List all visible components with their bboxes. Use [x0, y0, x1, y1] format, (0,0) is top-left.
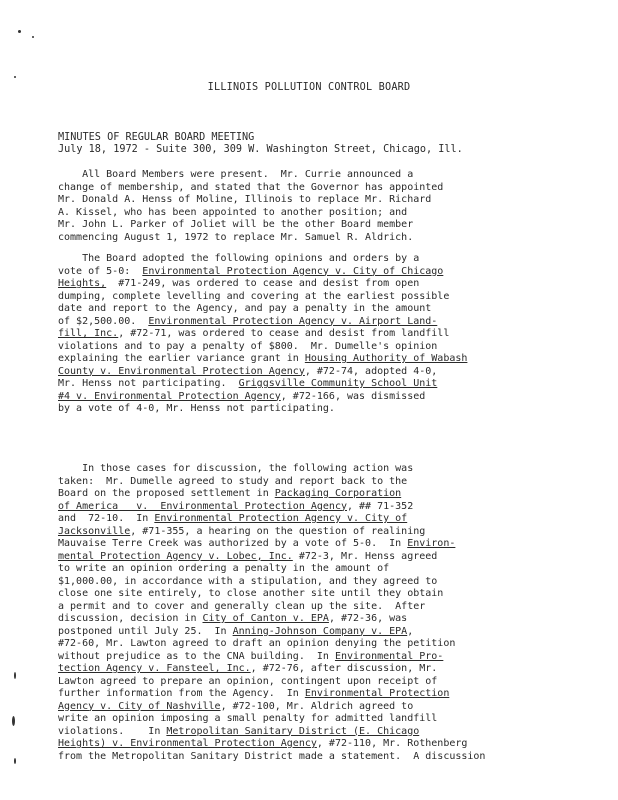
- underlined-case-name: Griggsville Community School Unit: [238, 378, 438, 389]
- text-line: [58, 232, 578, 245]
- text-line: [58, 563, 578, 576]
- scan-speck: [14, 758, 16, 764]
- underlined-case-name: Metropolitan Sanitary District (E. Chicago: [166, 725, 420, 737]
- text-run: , #72-71, was ordered to cease and desist from landfill: [118, 328, 450, 339]
- text-run: The Board adopted the following opinions and orders by a: [58, 253, 420, 264]
- text-line: [58, 676, 578, 689]
- text-line: [58, 663, 578, 676]
- text-run: A. Kissel, who has been appointed to another position; and: [58, 206, 408, 218]
- text-line: [58, 651, 578, 664]
- underlined-case-name: Environ-: [407, 538, 456, 549]
- text-line: [58, 488, 578, 501]
- minutes-heading: [58, 132, 463, 157]
- underlined-case-name: City of Canton v. EPA: [202, 613, 329, 624]
- text-line: [58, 713, 578, 726]
- scan-speck: [12, 716, 15, 726]
- text-line: [58, 576, 578, 589]
- text-line: [58, 182, 578, 195]
- text-line: [58, 501, 578, 514]
- text-run: from the Metropolitan Sanitary District made a statement. A discussion: [58, 750, 486, 762]
- text-run: to write an opinion ordering a penalty in the amount of: [58, 563, 390, 574]
- underlined-case-name: Heights,: [58, 278, 107, 289]
- text-run: , #72-166, was dismissed: [280, 390, 426, 402]
- text-line: [58, 726, 578, 739]
- text-line: [58, 588, 578, 601]
- minutes-date-location-line: July 18, 1972 - Suite 300, 309 W. Washington Street, Chicago, Ill.: [58, 144, 463, 156]
- underlined-case-name: Jacksonville: [58, 525, 131, 537]
- text-line: [58, 638, 578, 651]
- text-line: [58, 738, 578, 751]
- minutes-title-line: MINUTES OF REGULAR BOARD MEETING: [58, 132, 255, 143]
- text-run: a permit and to cover and generally clean up the site. After: [58, 600, 426, 612]
- underlined-case-name: of America v. Environmental Protection Agency: [58, 500, 347, 512]
- text-line: [58, 526, 578, 539]
- text-run: write an opinion imposing a small penalty for admitted landfill: [58, 713, 438, 724]
- text-run: , #72-100, Mr. Aldrich agreed to: [220, 700, 414, 712]
- text-line: [58, 291, 578, 304]
- text-line: [58, 316, 578, 329]
- text-line: [58, 266, 578, 279]
- text-run: Board on the proposed settlement in: [58, 488, 275, 499]
- text-run: vote of 5-0:: [58, 265, 143, 277]
- text-line: [58, 341, 578, 354]
- text-run: , #72-76, after discussion, Mr.: [250, 663, 438, 674]
- scan-speck: [14, 672, 16, 679]
- text-line: [58, 366, 578, 379]
- text-line: [58, 701, 578, 714]
- text-run: Mauvaise Terre Creek was authorized by a vote of 5-0. In: [58, 538, 408, 549]
- scan-speck: [32, 36, 34, 38]
- underlined-case-name: #4 v. Environmental Protection Agency: [58, 390, 281, 402]
- text-line: [58, 378, 578, 391]
- text-run: In those cases for discussion, the following action was: [58, 463, 414, 474]
- underlined-case-name: Environmental Pro-: [334, 650, 444, 662]
- text-line: [58, 751, 578, 764]
- text-run: , #72-110, Mr. Rothenberg: [316, 738, 468, 749]
- underlined-case-name: Environmental Protection Agency v. City of Chicago: [142, 265, 444, 277]
- document-title: ILLINOIS POLLUTION CONTROL BOARD: [207, 82, 411, 93]
- text-line: [58, 626, 578, 639]
- text-line: [58, 513, 578, 526]
- underlined-case-name: Housing Authority of Wabash: [304, 353, 468, 364]
- text-run: #72-60, Mr. Lawton agreed to draft an opinion denying the petition: [58, 638, 456, 649]
- text-run: taken: Mr. Dumelle agreed to study and report back to the: [58, 475, 408, 487]
- text-run: Mr. Henss not participating.: [58, 378, 239, 389]
- text-run: and 72-10. In: [58, 513, 155, 524]
- text-line: [58, 328, 578, 341]
- scan-speck: [18, 30, 21, 33]
- text-line: [58, 538, 578, 551]
- underlined-case-name: Anning-Johnson Company v. EPA: [232, 625, 408, 637]
- text-line: [58, 463, 578, 476]
- underlined-case-name: Environmental Protection: [304, 688, 450, 699]
- paragraph-discussion-cases: [58, 463, 578, 763]
- text-line: [58, 613, 578, 626]
- text-run: $1,000.00, in accordance with a stipulation, and they agreed to: [58, 575, 438, 587]
- text-line: [58, 353, 578, 366]
- text-line: [58, 476, 578, 489]
- text-run: Mr. Donald A. Henss of Moline, Illinois to replace Mr. Richard: [58, 194, 432, 205]
- text-run: explaining the earlier variance grant in: [58, 353, 305, 364]
- text-run: date and report to the Agency, and pay a penalty in the amount: [58, 303, 432, 314]
- text-line: [58, 219, 578, 232]
- paragraph-attendance: [58, 169, 578, 244]
- text-run: , #72-36, was: [328, 613, 408, 624]
- text-run: , #71-355, a hearing on the question of realining: [130, 525, 426, 537]
- text-line: [58, 169, 578, 182]
- text-run: dumping, complete levelling and covering at the earliest possible: [58, 290, 450, 302]
- text-run: postponed until July 25. In: [58, 625, 233, 637]
- text-run: commencing August 1, 1972 to replace Mr. Samuel R. Aldrich.: [58, 231, 414, 243]
- underlined-case-name: mental Protection Agency v. Lobec, Inc.: [58, 550, 293, 562]
- text-line: [58, 278, 578, 291]
- text-line: [58, 303, 578, 316]
- text-run: change of membership, and stated that the Governor has appointed: [58, 181, 444, 193]
- text-run: All Board Members were present. Mr. Currie announced a: [58, 169, 414, 180]
- underlined-case-name: Packaging Corporation: [274, 488, 402, 499]
- text-run: #72-3, Mr. Henss agreed: [292, 550, 438, 562]
- text-line: [58, 403, 578, 416]
- scan-speck: [14, 76, 16, 78]
- text-run: , ## 71-352: [346, 500, 414, 512]
- text-line: [58, 601, 578, 614]
- text-line: [58, 194, 578, 207]
- text-run: #71-249, was ordered to cease and desist from open: [106, 278, 420, 289]
- text-run: close one site entirely, to close another site until they obtain: [58, 588, 444, 599]
- text-line: [58, 551, 578, 564]
- text-run: violations. In: [58, 725, 167, 737]
- text-run: Lawton agreed to prepare an opinion, contingent upon receipt of: [58, 675, 438, 687]
- underlined-case-name: fill, Inc.: [58, 328, 119, 339]
- underlined-case-name: Heights) v. Environmental Protection Agency: [58, 738, 317, 749]
- text-line: [58, 688, 578, 701]
- text-line: [58, 253, 578, 266]
- text-run: , #72-74, adopted 4-0,: [304, 365, 438, 377]
- text-run: violations and to pay a penalty of $800. Mr. Dumelle's opinion: [58, 340, 438, 352]
- paragraph-opinions-orders: [58, 253, 578, 416]
- text-run: ,: [407, 625, 414, 637]
- text-run: without prejudice as to the CNA building. In: [58, 650, 335, 662]
- text-run: by a vote of 4-0, Mr. Henss not participating.: [58, 403, 335, 414]
- text-run: further information from the Agency. In: [58, 688, 305, 699]
- text-run: of $2,500.00.: [58, 315, 149, 327]
- underlined-case-name: Environmental Protection Agency v. City of: [154, 513, 408, 524]
- text-run: Mr. John L. Parker of Joliet will be the other Board member: [58, 219, 414, 230]
- text-run: discussion, decision in: [58, 613, 203, 624]
- underlined-case-name: tection Agency v. Fansteel, Inc.: [58, 663, 251, 674]
- underlined-case-name: County v. Environmental Protection Agency: [58, 365, 305, 377]
- text-line: [58, 391, 578, 404]
- underlined-case-name: Agency v. City of Nashville: [58, 700, 221, 712]
- text-line: [58, 207, 578, 220]
- underlined-case-name: Environmental Protection Agency v. Airport Land-: [148, 315, 438, 327]
